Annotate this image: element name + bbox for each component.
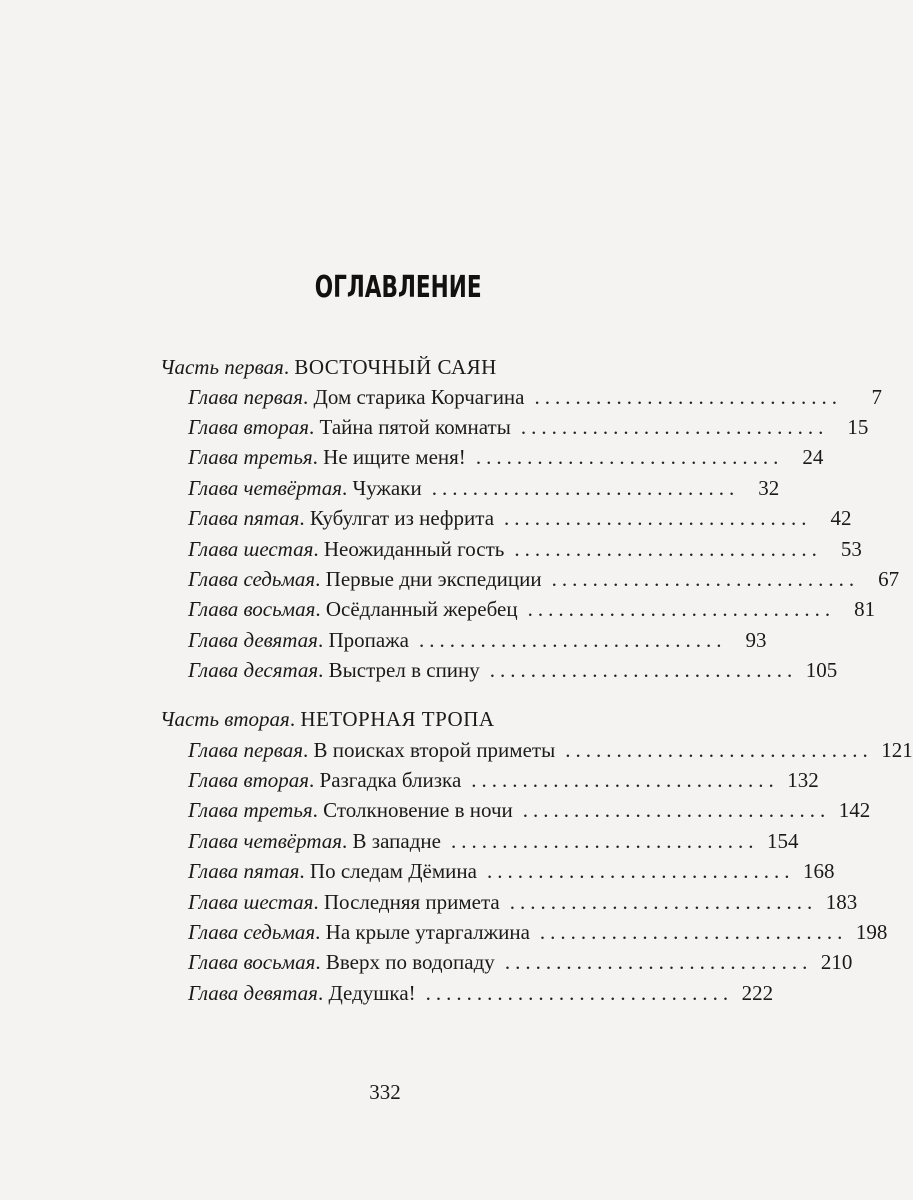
chapter-label: Глава вторая — [188, 415, 310, 439]
page-ref: 198 — [855, 920, 888, 944]
chapter-title: Тайна пятой комнаты — [319, 415, 511, 439]
toc-entry: Глава седьмая . На крыле утаргалжина .............................. 198 — [188, 920, 888, 944]
dot-leader: .............................. — [539, 920, 848, 944]
dot-leader: .............................. — [475, 445, 784, 469]
chapter-title: Осёдланный жеребец — [325, 597, 518, 621]
page-ref: 222 — [741, 981, 774, 1005]
page-ref: 183 — [825, 890, 858, 914]
chapter-label: Глава первая — [188, 738, 304, 762]
page-title: ОГЛАВЛЕНИЕ — [314, 270, 482, 305]
dot-leader: .............................. — [504, 506, 812, 530]
dot-leader: .............................. — [486, 859, 795, 883]
page-ref: 24 — [802, 445, 824, 469]
part-name: НЕТОРНАЯ ТРОПА — [300, 707, 495, 731]
page-ref: 132 — [787, 768, 819, 792]
dot-leader: .............................. — [509, 890, 818, 914]
part-label: Часть первая — [160, 355, 284, 379]
chapter-label: Глава вторая — [188, 768, 310, 792]
toc-entry: Глава третья . Не ищите меня! .............................. 24 — [188, 445, 824, 469]
toc-entry: Глава шестая . Неожиданный гость .............................. 53 — [188, 537, 862, 561]
part-heading: Часть первая. ВОСТОЧНЫЙ САЯН — [160, 355, 497, 379]
toc-entry: Глава вторая . Разгадка близка .............................. 132 — [188, 768, 819, 792]
chapter-label: Глава седьмая — [188, 920, 316, 944]
dot-leader: .............................. — [489, 658, 798, 682]
chapter-label: Глава шестая — [188, 890, 314, 914]
page-ref: 32 — [758, 476, 780, 500]
toc-entry: Глава вторая . Тайна пятой комнаты .............................. 15 — [188, 415, 869, 439]
chapter-label: Глава четвёртая — [188, 476, 343, 500]
chapter-label: Глава третья — [188, 798, 313, 822]
chapter-label: Глава шестая — [188, 537, 314, 561]
chapter-title: Пропажа — [328, 628, 410, 652]
toc-entry: Глава шестая . Последняя примета .............................. 183 — [188, 890, 858, 914]
chapter-label: Глава первая — [188, 385, 304, 409]
dot-leader: .............................. — [431, 476, 740, 500]
part-name: ВОСТОЧНЫЙ САЯН — [294, 355, 497, 379]
chapter-title: Дедушка! — [328, 981, 416, 1005]
toc-entry: Глава третья . Столкновение в ночи .............................. 142 — [188, 798, 871, 822]
dot-leader: .............................. — [450, 829, 759, 853]
toc-entry: Глава восьмая . Осёдланный жеребец .............................. 81 — [188, 597, 876, 621]
chapter-label: Глава девятая — [188, 981, 318, 1005]
page-ref: 7 — [871, 385, 882, 409]
chapter-label: Глава пятая — [188, 859, 300, 883]
page-ref: 42 — [830, 506, 852, 530]
chapter-title: Кубулгат из нефрита — [309, 506, 495, 530]
chapter-label: Глава девятая — [188, 628, 318, 652]
toc-entry: Глава девятая . Дедушка! .............................. 222 — [188, 981, 774, 1005]
chapter-label: Глава четвёртая — [188, 829, 343, 853]
dot-leader: .............................. — [504, 950, 813, 974]
page-number: 332 — [369, 1080, 401, 1104]
chapter-label: Глава седьмая — [188, 567, 316, 591]
page-ref: 81 — [854, 597, 876, 621]
dot-leader: .............................. — [527, 597, 836, 621]
dot-leader: .............................. — [425, 981, 734, 1005]
dot-leader: .............................. — [520, 415, 829, 439]
toc-entry: Глава седьмая . Первые дни экспедиции .............................. 67 — [188, 567, 900, 591]
chapter-title: Выстрел в спину — [328, 658, 480, 682]
page-ref: 210 — [820, 950, 853, 974]
dot-leader: .............................. — [551, 567, 860, 591]
page-ref: 93 — [745, 628, 767, 652]
toc-entry: Глава пятая . Кубулгат из нефрита .............................. 42 — [188, 506, 852, 530]
chapter-title: Столкновение в ночи — [323, 798, 513, 822]
page-ref: 105 — [805, 658, 838, 682]
toc-entry: Глава пятая . По следам Дёмина .............................. 168 — [188, 859, 835, 883]
toc-entry: Глава первая . В поисках второй приметы .............................. 121 — [188, 738, 913, 762]
toc-entry: Глава четвёртая . Чужаки .............................. 32 — [188, 476, 780, 500]
page-ref: 168 — [802, 859, 835, 883]
chapter-label: Глава десятая — [188, 658, 319, 682]
chapter-title: В поисках второй приметы — [313, 738, 556, 762]
chapter-title: Чужаки — [352, 476, 422, 500]
part-label: Часть вторая — [160, 707, 290, 731]
chapter-label: Глава пятая — [188, 506, 300, 530]
chapter-title: Неожиданный гость — [323, 537, 505, 561]
dot-leader: .............................. — [522, 798, 831, 822]
chapter-title: Вверх по водопаду — [325, 950, 495, 974]
dot-leader: .............................. — [471, 768, 779, 792]
chapter-label: Глава восьмая — [188, 950, 316, 974]
dot-leader: .............................. — [565, 738, 873, 762]
toc-entry: Глава девятая . Пропажа .............................. 93 — [188, 628, 767, 652]
page-ref: 121 — [881, 738, 913, 762]
chapter-title: Последняя примета — [323, 890, 500, 914]
dot-leader: .............................. — [419, 628, 727, 652]
page-ref: 142 — [838, 798, 871, 822]
chapter-label: Глава третья — [188, 445, 313, 469]
dot-leader: .............................. — [534, 385, 842, 409]
chapter-title: Первые дни экспедиции — [325, 567, 542, 591]
page-ref: 154 — [766, 829, 799, 853]
toc-entry: Глава десятая . Выстрел в спину .............................. 105 — [188, 658, 838, 682]
toc-entry: Глава восьмая . Вверх по водопаду .............................. 210 — [188, 950, 853, 974]
chapter-title: В западне — [352, 829, 441, 853]
chapter-label: Глава восьмая — [188, 597, 316, 621]
chapter-title: Разгадка близка — [319, 768, 462, 792]
page-ref: 53 — [840, 537, 862, 561]
chapter-title: По следам Дёмина — [309, 859, 477, 883]
dot-leader: .............................. — [514, 537, 822, 561]
toc-entry: Глава четвёртая . В западне .............................. 154 — [188, 829, 799, 853]
page-ref: 15 — [847, 415, 869, 439]
chapter-title: На крыле утаргалжина — [325, 920, 530, 944]
page-ref: 67 — [878, 567, 900, 591]
toc-entry: Глава первая . Дом старика Корчагина .............................. 7 — [188, 385, 882, 409]
chapter-title: Не ищите меня! — [323, 445, 466, 469]
part-heading: Часть вторая. НЕТОРНАЯ ТРОПА — [160, 707, 495, 731]
chapter-title: Дом старика Корчагина — [313, 385, 525, 409]
